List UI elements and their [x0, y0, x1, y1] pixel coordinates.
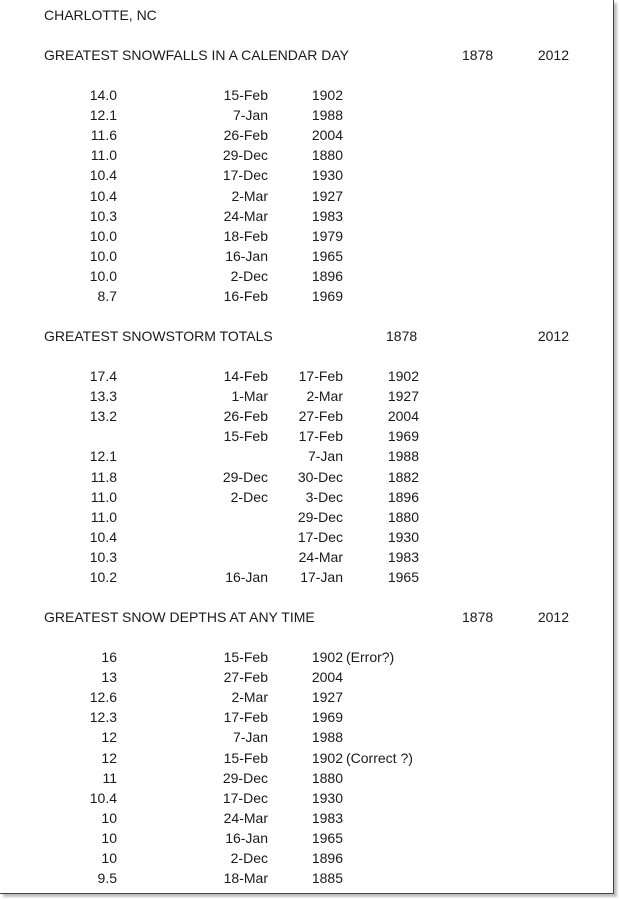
event-date: 17-Jan — [300, 569, 343, 585]
event-year: 1902 — [387, 368, 419, 384]
event-year: 1927 — [387, 388, 419, 405]
snow-amount: 13 — [101, 669, 117, 686]
event-year: 1902 — [311, 87, 343, 103]
snow-amount: 12.1 — [89, 107, 117, 124]
snow-amount: 11 — [102, 769, 117, 786]
event-year: 1979 — [311, 227, 343, 244]
snow-amount: 12.6 — [89, 689, 117, 706]
event-year: 1902 — [311, 749, 343, 766]
event-date: 7-Jan — [232, 729, 268, 746]
event-date: 7-Jan — [307, 448, 343, 465]
event-year: 1896 — [387, 488, 419, 505]
snow-amount: 8.7 — [97, 288, 117, 304]
start-date: 15-Feb — [223, 428, 268, 445]
snow-amount: 10.4 — [89, 789, 117, 806]
period-start-year: 1878 — [386, 328, 418, 344]
event-year: 1882 — [387, 468, 419, 485]
snow-amount: 13.3 — [89, 388, 117, 405]
snow-amount: 10.2 — [89, 569, 117, 585]
event-year: 1988 — [387, 448, 419, 465]
event-date: 17-Dec — [222, 789, 268, 806]
event-year: 1983 — [311, 809, 343, 826]
start-date: 26-Feb — [223, 408, 268, 425]
period-start-year: 1878 — [462, 609, 494, 625]
period-start-year: 1878 — [462, 47, 494, 63]
event-year: 1885 — [311, 870, 343, 887]
start-date: 2-Dec — [230, 488, 268, 505]
snow-amount: 10.4 — [89, 187, 117, 204]
start-date: 1-Mar — [231, 388, 268, 405]
event-year: 1930 — [311, 789, 343, 806]
start-date: 16-Jan — [225, 569, 268, 585]
event-date: 3-Dec — [305, 488, 343, 505]
event-year: 1930 — [387, 528, 419, 545]
event-date: 29-Dec — [222, 147, 268, 164]
event-date: 2-Mar — [306, 388, 343, 405]
event-date: 16-Jan — [225, 829, 268, 846]
snow-amount: 12 — [101, 749, 117, 766]
event-year: 1965 — [387, 569, 419, 585]
snow-amount: 10.0 — [89, 227, 117, 244]
event-date: 27-Feb — [298, 408, 343, 425]
event-year: 2004 — [311, 127, 343, 144]
event-date: 17-Feb — [223, 709, 268, 726]
event-year: 1896 — [311, 850, 343, 866]
event-year: 1930 — [311, 167, 343, 184]
event-year: 1988 — [311, 107, 343, 124]
event-date: 16-Feb — [223, 288, 268, 304]
event-date: 2-Dec — [230, 267, 268, 284]
snow-amount: 12 — [101, 729, 117, 746]
event-year: 1965 — [311, 829, 343, 846]
row-note: (Error?) — [346, 649, 395, 665]
snow-amount: 17.4 — [89, 368, 117, 384]
event-year: 1927 — [311, 187, 343, 204]
event-year: 1880 — [311, 769, 343, 786]
event-date: 29-Dec — [222, 769, 268, 786]
snow-amount: 11.0 — [90, 488, 117, 505]
event-date: 17-Feb — [298, 428, 343, 445]
snow-amount: 10.0 — [89, 267, 117, 284]
event-date: 17-Dec — [297, 528, 343, 545]
event-date: 24-Mar — [298, 548, 343, 565]
section-heading: GREATEST SNOWFALLS IN A CALENDAR DAY — [44, 47, 349, 63]
event-year: 1969 — [311, 709, 343, 726]
snow-amount: 10.0 — [89, 247, 117, 264]
snow-amount: 10.4 — [89, 167, 117, 184]
event-date: 2-Dec — [230, 850, 268, 866]
snow-amount: 16 — [101, 649, 117, 665]
snow-amount: 12.1 — [89, 448, 117, 465]
event-date: 7-Jan — [232, 107, 268, 124]
event-date: 17-Feb — [298, 368, 343, 384]
event-date: 18-Mar — [223, 870, 268, 887]
event-year: 1969 — [387, 428, 419, 445]
event-date: 2-Mar — [231, 187, 268, 204]
snow-amount: 14.0 — [89, 87, 117, 103]
event-date: 15-Feb — [223, 87, 268, 103]
start-date: 14-Feb — [223, 368, 268, 384]
snow-amount: 11.6 — [90, 127, 117, 144]
event-date: 29-Dec — [297, 508, 343, 525]
snow-amount: 11.8 — [90, 468, 117, 485]
event-date: 2-Mar — [231, 689, 268, 706]
snow-amount: 10.3 — [89, 207, 117, 224]
event-date: 15-Feb — [223, 749, 268, 766]
snow-amount: 9.5 — [97, 870, 117, 887]
event-date: 15-Feb — [223, 649, 268, 665]
row-note: (Correct ?) — [346, 749, 413, 766]
event-date: 30-Dec — [297, 468, 343, 485]
event-year: 1902 — [311, 649, 343, 665]
event-year: 1880 — [311, 147, 343, 164]
event-date: 16-Jan — [225, 247, 268, 264]
event-year: 1965 — [311, 247, 343, 264]
snow-amount: 12.3 — [89, 709, 117, 726]
period-end-year: 2012 — [537, 609, 569, 625]
event-date: 26-Feb — [223, 127, 268, 144]
snow-amount: 10 — [101, 850, 117, 866]
event-year: 1927 — [311, 689, 343, 706]
event-year: 1896 — [311, 267, 343, 284]
start-date: 29-Dec — [222, 468, 268, 485]
snow-amount: 13.2 — [89, 408, 117, 425]
event-year: 2004 — [387, 408, 419, 425]
snow-amount: 11.0 — [90, 508, 117, 525]
event-year: 1983 — [387, 548, 419, 565]
section-heading: GREATEST SNOWSTORM TOTALS — [44, 328, 273, 344]
event-year: 1969 — [311, 288, 343, 304]
snow-amount: 10 — [101, 829, 117, 846]
section-heading: GREATEST SNOW DEPTHS AT ANY TIME — [44, 609, 315, 625]
event-date: 18-Feb — [223, 227, 268, 244]
event-year: 1983 — [311, 207, 343, 224]
event-year: 2004 — [311, 669, 343, 686]
event-date: 24-Mar — [223, 207, 268, 224]
snow-amount: 10.4 — [89, 528, 117, 545]
event-year: 1988 — [311, 729, 343, 746]
snow-amount: 10 — [101, 809, 117, 826]
snow-amount: 10.3 — [89, 548, 117, 565]
period-end-year: 2012 — [537, 328, 569, 344]
period-end-year: 2012 — [537, 47, 569, 63]
event-date: 27-Feb — [223, 669, 268, 686]
snow-amount: 11.0 — [90, 147, 117, 164]
page-title: CHARLOTTE, NC — [44, 7, 157, 23]
event-year: 1880 — [387, 508, 419, 525]
event-date: 17-Dec — [222, 167, 268, 184]
event-date: 24-Mar — [223, 809, 268, 826]
